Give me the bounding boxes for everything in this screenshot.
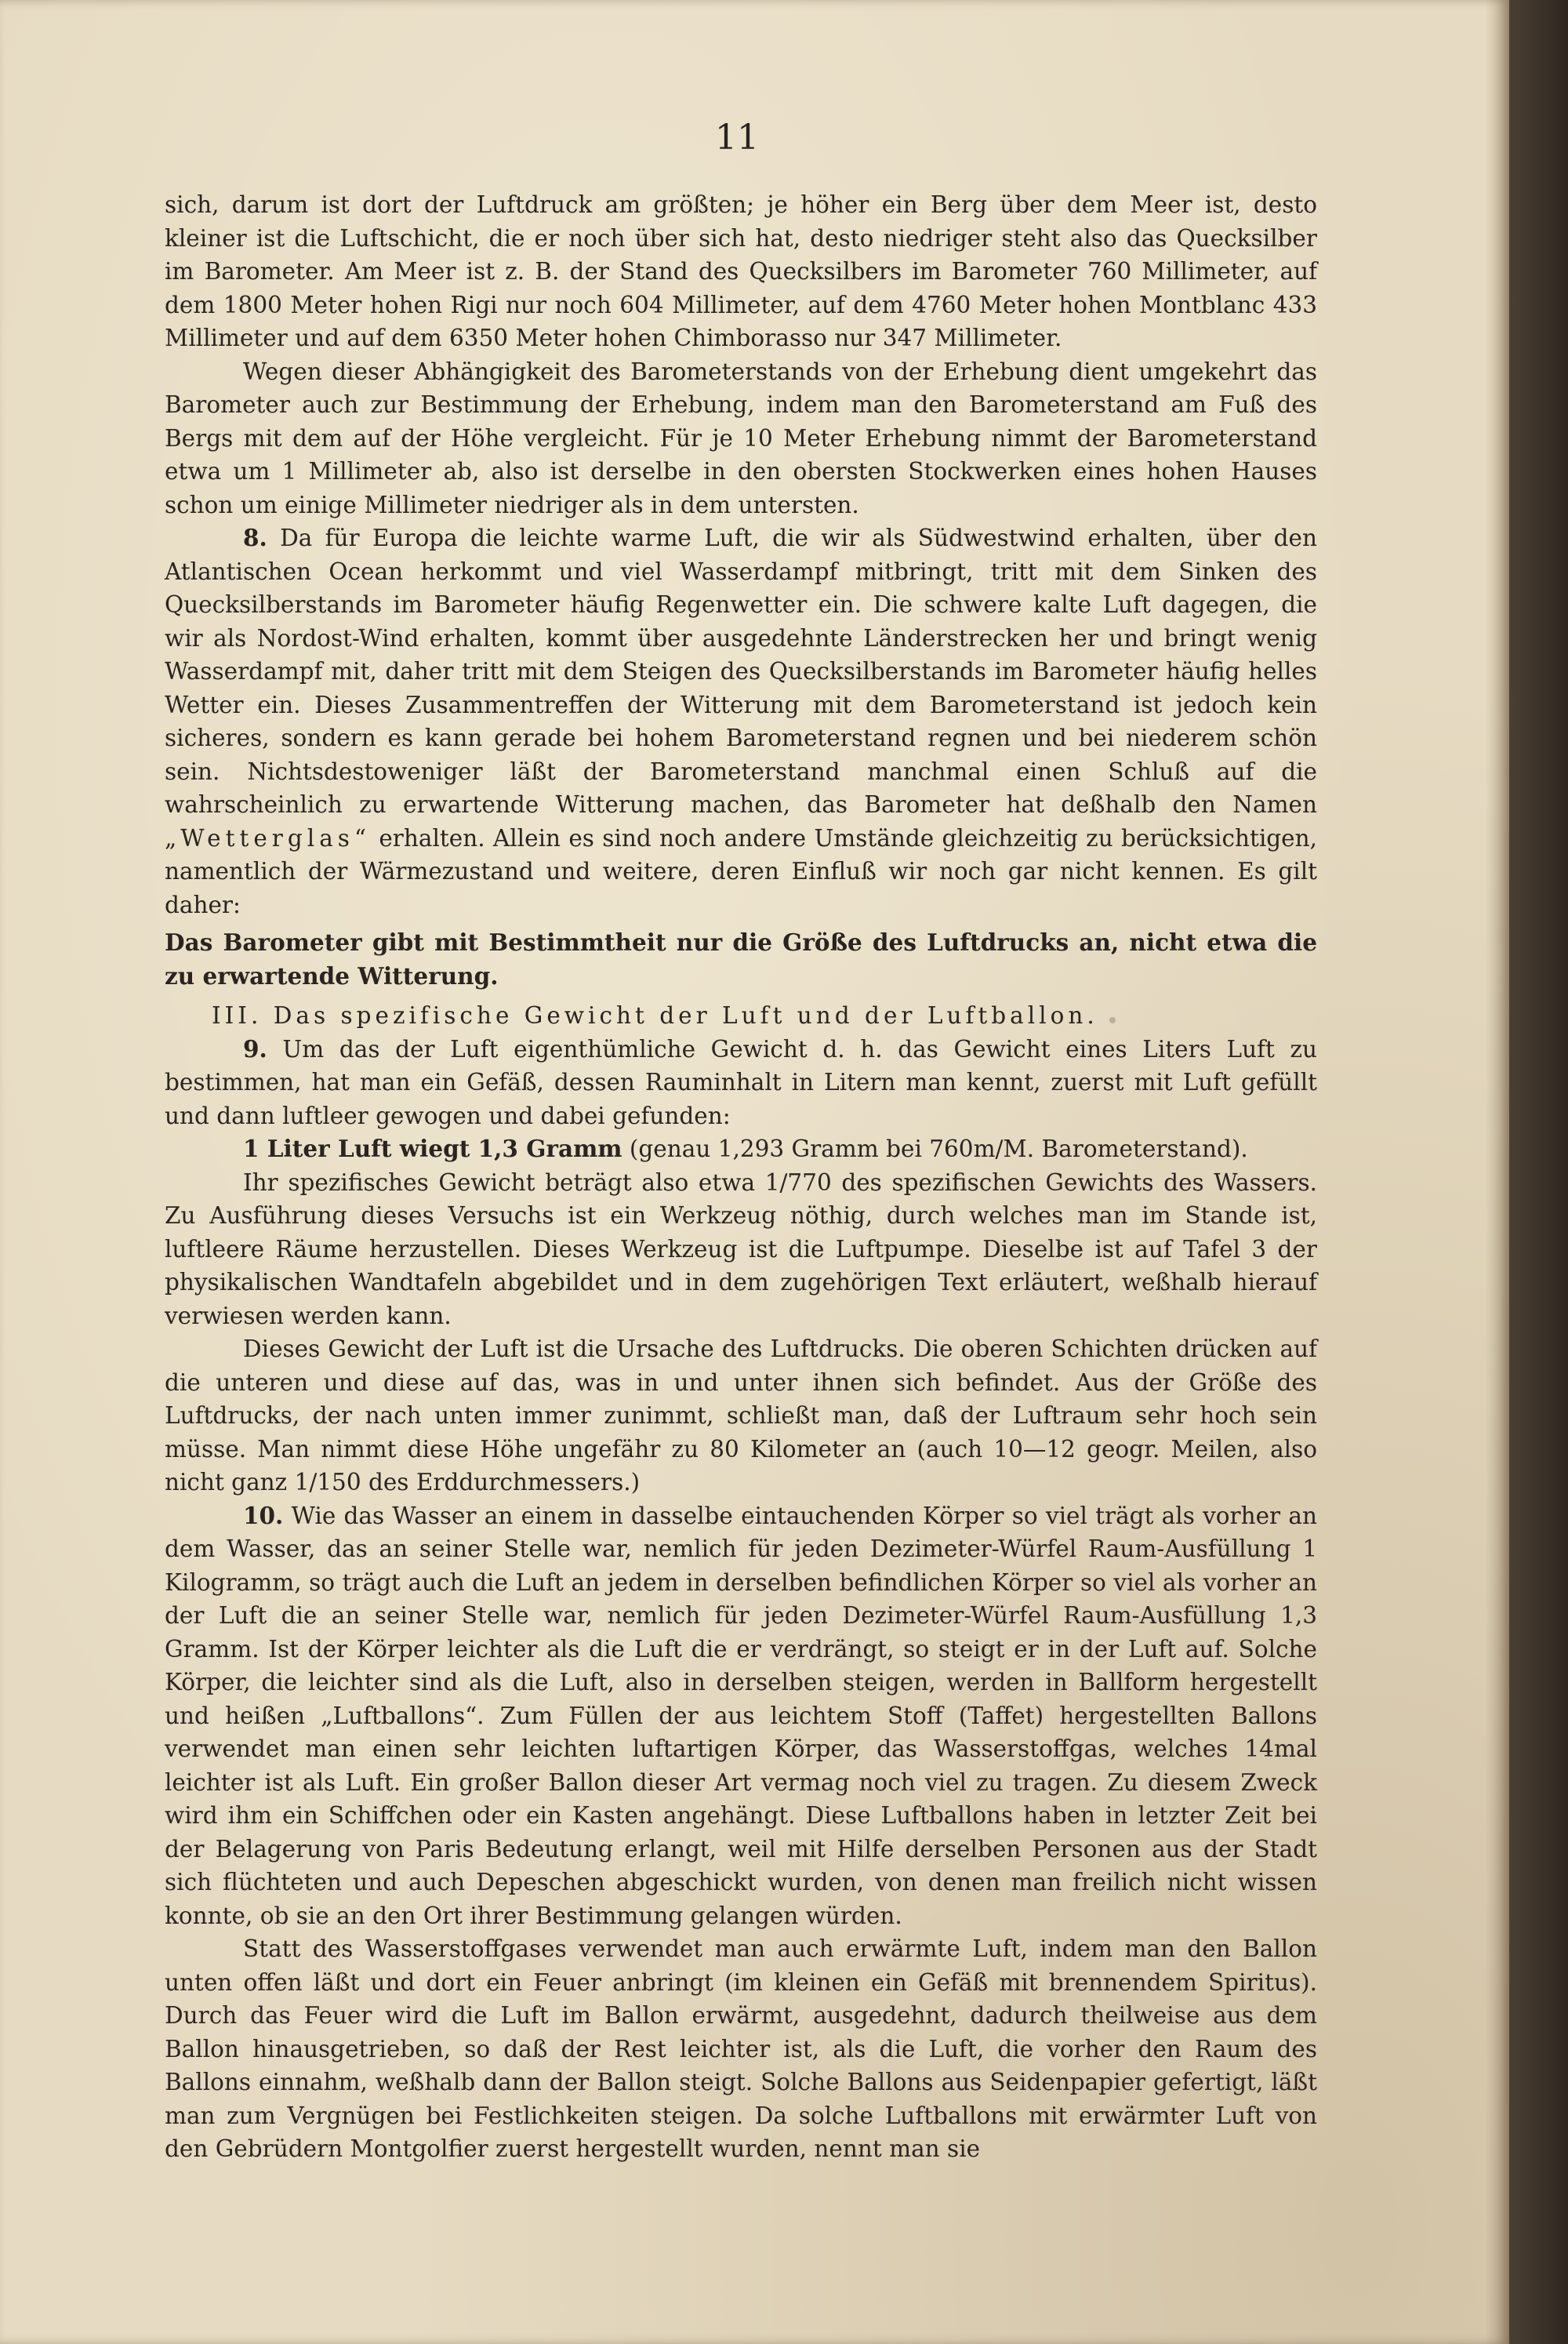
- liter-weight-line: [165, 1132, 1317, 1166]
- liter-weight-bold: 1 Liter Luft wiegt 1,3 Gramm: [243, 1135, 622, 1162]
- section-number-9: 9.: [243, 1034, 267, 1063]
- paragraph-1: sich, darum ist dort der Luftdruck am größten; je höher ein Berg über dem Meer ist, desto kleiner ist die Luftschicht, die er noch über sich hat, desto niedriger steht also das Quecksilber im Barometer. Am Meer ist z. B. der Stand des Quecksilbers im Barometer 760 Millimeter, auf dem 1800 Meter hohen Rigi nur noch 604 Millimeter, auf dem 4760 Meter hohen Montblanc 433 Millimeter und auf dem 6350 Meter hohen Chimborasso nur 347 Millimeter.: [165, 191, 1317, 351]
- paragraph-8-text: Da für Europa die leichte warme Luft, die wir als Südwestwind erhalten, über den Atlantischen Ocean herkommt und viel Wasserdampf mitbringt, tritt mit dem Sinken des Quecksilberstands im Barometer häufig Regenwetter ein. Die schwere kalte Luft dagegen, die wir als Nordost-Wind erhalten, kommt über ausgedehnte Länderstrecken her und bringt wenig Wasserdampf mit, daher tritt mit dem Steigen des Quecksilberstands im Barometer häufig helles Wetter ein. Dieses Zusammentreffen der Witterung mit dem Barometerstand ist jedoch kein sicheres, sondern es kann gerade bei hohem Barometerstand regnen und bei niederem schön sein. Nichtsdestoweniger läßt der Barometerstand manchmal einen Schluß auf die wahrscheinlich zu erwartende Witterung machen, das Barometer hat deßhalb den Namen: [165, 525, 1317, 818]
- paragraph-9: [165, 1033, 1317, 1133]
- section-number-8: 8.: [243, 524, 267, 551]
- page-edge-shadow: [1486, 0, 1509, 2344]
- paragraph-8: [165, 521, 1317, 921]
- section-heading-text: III. Das spezifische Gewicht der Luft und der Luftballon.: [212, 1002, 1098, 1029]
- paragraph-9-text: Um das der Luft eigenthümliche Gewicht d. h. das Gewicht eines Liters Luft zu bestimmen, hat man ein Gefäß, dessen Rauminhalt in Litern man kennt, zuerst mit Luft gefüllt und dann luftleer gewogen und dabei gefunden:: [165, 1035, 1317, 1129]
- paragraph-8-end: erhalten. Allein es sind noch andere Umstände gleichzeitig zu berücksichtigen, namentlich der Wärmezustand und weitere, deren Einfluß wir noch gar nicht kennen. Es gilt daher:: [165, 824, 1317, 918]
- paragraph-10: [165, 1499, 1317, 1933]
- paragraph-hot-air: Statt des Wasserstoffgases verwendet man auch erwärmte Luft, indem man den Ballon unten offen läßt und dort ein Feuer anbringt (im kleinen ein Gefäß mit brennendem Spiritus). Durch das Feuer wird die Luft im Ballon erwärmt, ausgedehnt, dadurch theilweise aus dem Ballon hinausgetrieben, so daß der Rest leichter ist, als die Luft, die vorher den Raum des Ballons einnahm, weßhalb dann der Ballon steigt. Solche Ballons aus Seidenpapier gefertigt, läßt man zum Vergnügen bei Festlichkeiten steigen. Da solche Luftballons mit erwärmter Luft von den Gebrüdern Montgolfier zuerst hergestellt wurden, nennt man sie: [165, 1935, 1317, 2162]
- paragraph-10-text: Wie das Wasser an einem in dasselbe eintauchenden Körper so viel trägt als vorher an dem Wasser, das an seiner Stelle war, nemlich für jeden Dezimeter-Würfel Raum-Ausfüllung 1 Kilogramm, so trägt auch die Luft an jedem in derselben befindlichen Körper so viel als vorher an der Luft die an seiner Stelle war, nemlich für jeden Dezimeter-Würfel Raum-Ausfüllung 1,3 Gramm. Ist der Körper leichter als die Luft die er verdrängt, so steigt er in der Luft auf. Solche Körper, die leichter sind als die Luft, also in derselben steigen, werden in Ballform hergestellt und heißen „Luftballons“. Zum Füllen der aus leichtem Stoff (Taffet) hergestellten Ballons verwendet man einen sehr leichten luftartigen Körper, das Wasserstoffgas, welches 14mal leichter ist als Luft. Ein großer Ballon dieser Art vermag noch viel zu tragen. Zu diesem Zweck wird ihm ein Schiffchen oder ein Kasten angehängt. Diese Luftballons haben in letzter Zeit bei der Belagerung von Paris Bedeutung erlangt, weil mit Hilfe derselben Personen aus der Stadt sich flüchteten und auch Depeschen abgeschickt wurden, von denen man freilich nicht wissen konnte, ob sie an den Ort ihrer Bestimmung gelangen würden.: [165, 1502, 1317, 1929]
- paragraph-specific-weight: Ihr spezifisches Gewicht beträgt also etwa 1/770 des spezifischen Gewichts des Wassers. Zu Ausführung dieses Versuchs ist ein Werkzeug nöthig, durch welches man im Stande ist, luftleere Räume herzustellen. Dieses Werkzeug ist die Luftpumpe. Dieselbe ist auf Tafel 3 der physikalischen Wandtafeln abgebildet und in dem zugehörigen Text erläutert, weßhalb hierauf verwiesen werden kann.: [165, 1168, 1317, 1329]
- paragraph-air-pressure: Dieses Gewicht der Luft ist die Ursache des Luftdrucks. Die oberen Schichten drücken auf die unteren und diese auf das, was in und unter ihnen sich befindet. Aus der Größe des Luftdrucks, der nach unten immer zunimmt, schließt man, daß der Luftraum sehr hoch sein müsse. Man nimmt diese Höhe ungefähr zu 80 Kilometer an (auch 10—12 geogr. Meilen, also nicht ganz 1/150 des Erddurchmessers.): [165, 1336, 1317, 1495]
- section-number-10: 10.: [243, 1501, 284, 1529]
- page-number: 11: [715, 118, 759, 158]
- book-cover-board: [1509, 0, 1568, 2344]
- liter-weight-detail: (genau 1,293 Gramm bei 760m/M. Barometerstand).: [629, 1136, 1248, 1162]
- barometer-statement: Das Barometer gibt mit Bestimmtheit nur die Größe des Luftdrucks an, nicht etwa die zu erwartende Witterung.: [165, 929, 1317, 990]
- page-text-block: [165, 188, 1317, 2166]
- ink-spot: [1109, 1017, 1116, 1023]
- section-heading-iii: [165, 999, 1317, 1033]
- wetterglas-term: „Wetterglas“: [165, 824, 372, 852]
- paragraph-2: Wegen dieser Abhängigkeit des Barometerstands von der Erhebung dient umgekehrt das Barometer auch zur Bestimmung der Erhebung, indem man den Barometerstand am Fuß des Bergs mit dem auf der Höhe vergleicht. Für je 10 Meter Erhebung nimmt der Barometerstand etwa um 1 Millimeter ab, also ist derselbe in den obersten Stockwerken eines hohen Hauses schon um einige Millimeter niedriger als in dem untersten.: [165, 358, 1317, 518]
